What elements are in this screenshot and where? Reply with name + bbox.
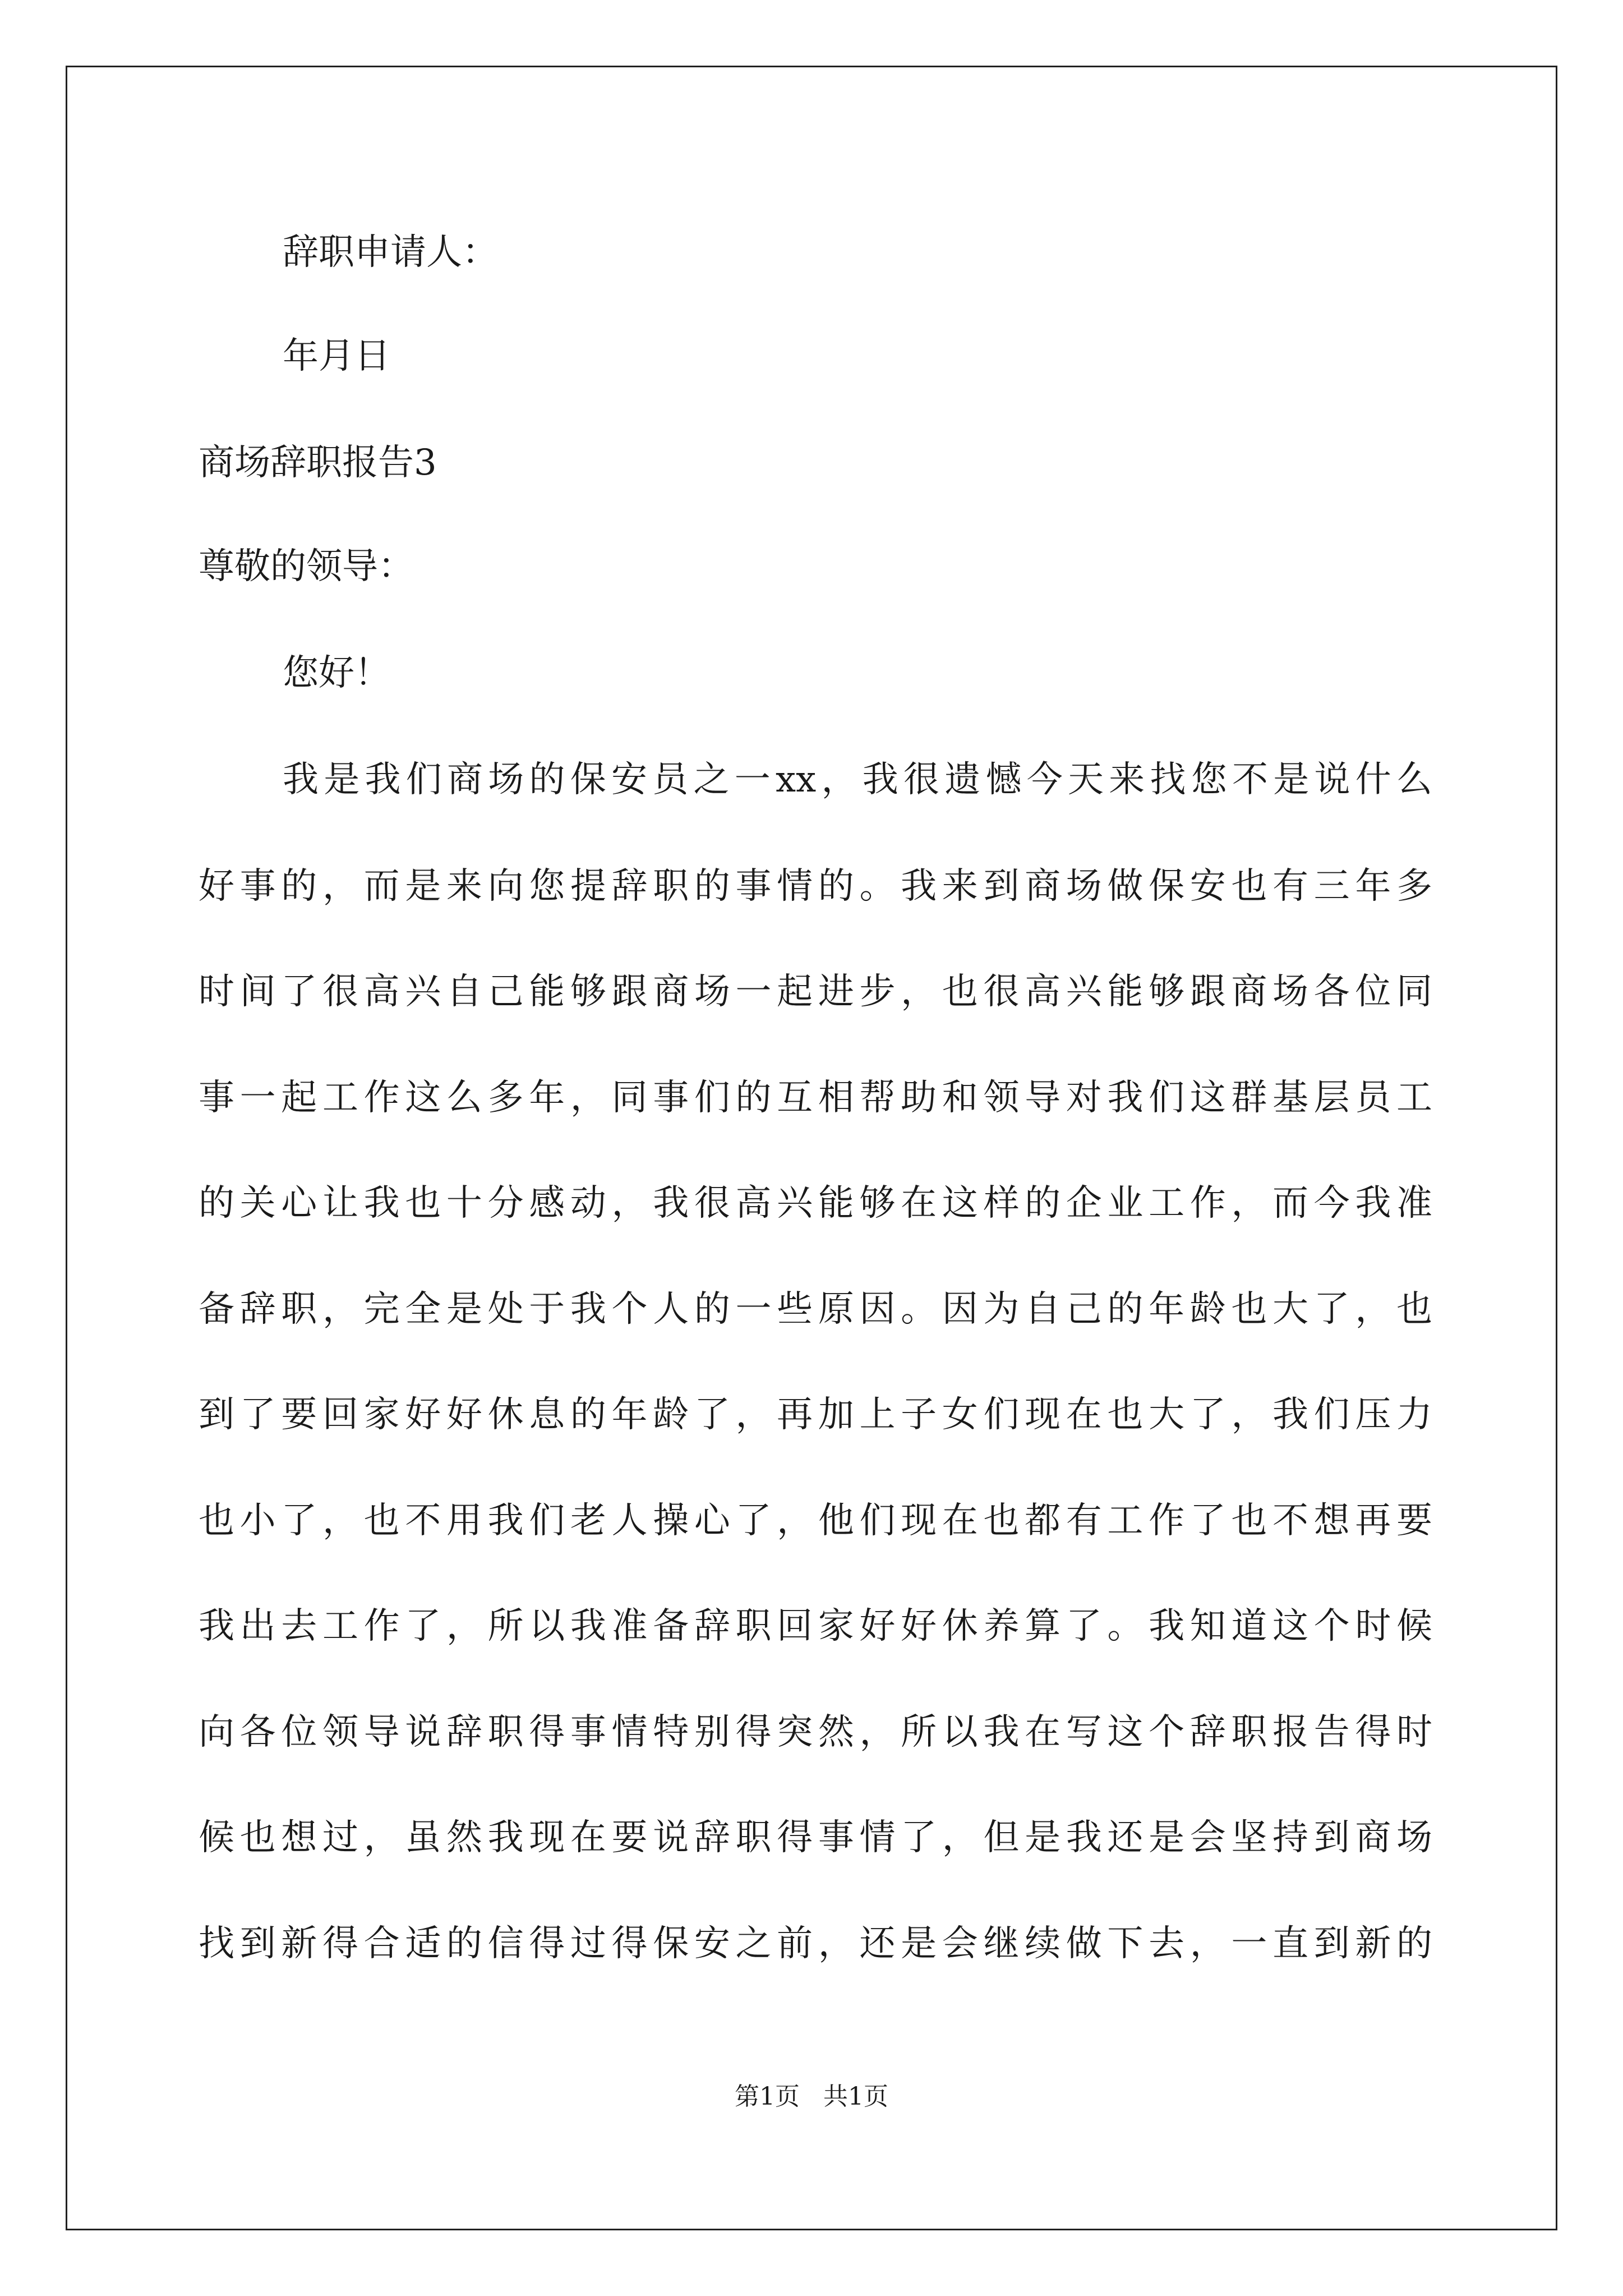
section-title: 商场辞职报告3	[199, 442, 437, 484]
body-line: 向各位领导说辞职得事情特别得突然，所以我在写这个辞职报告得时	[199, 1711, 1432, 1753]
page-footer: 第1页 共1页	[735, 2082, 888, 2111]
date-label: 年月日	[283, 335, 390, 377]
body-line: 时间了很高兴自己能够跟商场一起进步，也很高兴能够跟商场各位同	[199, 971, 1432, 1013]
body-line: 事一起工作这么多年，同事们的互相帮助和领导对我们这群基层员工	[199, 1077, 1432, 1119]
body-line: 我是我们商场的保安员之一xx，我很遗憾今天来找您不是说什么	[283, 759, 1432, 800]
body-line: 找到新得合适的信得过得保安之前，还是会继续做下去，一直到新的	[199, 1923, 1432, 1964]
greeting: 您好！	[283, 652, 390, 694]
body-line: 好事的，而是来向您提辞职的事情的。我来到商场做保安也有三年多	[199, 866, 1432, 907]
body-line: 也小了，也不用我们老人操心了，他们现在也都有工作了也不想再要	[199, 1500, 1432, 1542]
body-line: 备辞职，完全是处于我个人的一些原因。因为自己的年龄也大了，也	[199, 1289, 1432, 1330]
salutation: 尊敬的领导：	[199, 546, 414, 587]
body-line: 的关心让我也十分感动，我很高兴能够在这样的企业工作，而今我准	[199, 1182, 1432, 1224]
body-line: 候也想过，虽然我现在要说辞职得事情了，但是我还是会坚持到商场	[199, 1817, 1432, 1858]
body-line: 到了要回家好好休息的年龄了，再加上子女们现在也大了，我们压力	[199, 1394, 1432, 1435]
page-border	[66, 66, 1557, 2230]
body-line: 我出去工作了，所以我准备辞职回家好好休养算了。我知道这个时候	[199, 1605, 1432, 1647]
signature-label: 辞职申请人：	[283, 232, 498, 273]
